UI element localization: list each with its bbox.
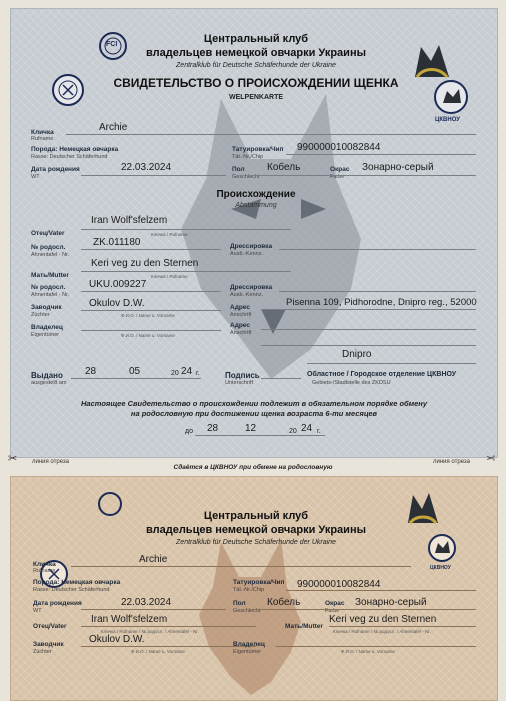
- stub-sire-sub: Кличка / Rufname / № родосл. / Ahnentafel - Nr.: [101, 629, 199, 634]
- stub-certificate: [10, 476, 498, 701]
- sire-reg-line: [81, 249, 221, 250]
- breeder-line: [81, 310, 221, 311]
- document-subtitle: WELPENKARTE: [228, 94, 284, 101]
- until-month: 12: [245, 423, 257, 434]
- stub-club-line2: владельцев немецкой овчарки Украины: [146, 524, 366, 536]
- stub-nickname-value: Archie: [139, 554, 168, 565]
- notice-line1: Настоящее Свидетельство о происхождении подлежит в обязательном порядке обмену: [81, 399, 427, 408]
- club-name-line2: владельцев немецкой овчарки Украины: [146, 47, 366, 59]
- main-certificate: [10, 8, 498, 458]
- dam-label: Мать/Mutter: [31, 272, 69, 279]
- sex-value: Кобель: [267, 162, 301, 173]
- color-label-de: Farbe: [330, 174, 345, 180]
- stub-sire-line: [81, 626, 256, 627]
- ksu-logo-icon: [51, 73, 85, 107]
- until-prefix: до: [185, 428, 193, 435]
- breeder-label: Заводчик: [31, 304, 62, 311]
- nickname-label-de: Rufname: [31, 136, 54, 142]
- stub-sex-label: Пол: [233, 600, 246, 607]
- breed-label-de: Rasse: Deutscher Schäferhund: [31, 154, 108, 160]
- stub-owner-line: [276, 646, 476, 647]
- dam-reg-line: [81, 291, 221, 292]
- training-line: [279, 249, 476, 250]
- until-day: 28: [207, 423, 219, 434]
- stub-fci-logo-icon: [95, 491, 125, 517]
- stub-nickname-label-de: Rufname: [33, 568, 56, 574]
- stub-breed-label-de: Rasse: Deutscher Schäferhund: [33, 587, 110, 593]
- dam-sub: Кличка / Rufname: [151, 274, 188, 279]
- club-name-line1: Центральный клуб: [203, 33, 309, 45]
- stub-sire-label: Отец/Vater: [33, 623, 67, 630]
- dept-line: [307, 363, 476, 364]
- stub-club-de: Zentralklub für Deutsche Schäferhunde der Ukraine: [176, 539, 336, 546]
- dob-value: 22.03.2024: [121, 162, 172, 173]
- sire-label: Отец/Vater: [31, 230, 65, 237]
- origin-title: Происхождение: [216, 189, 296, 200]
- stub-breeder-line: [81, 646, 256, 647]
- stub-sex-color-line: [251, 609, 476, 610]
- city-value: Dnipro: [342, 349, 372, 360]
- sex-color-line: [251, 175, 476, 176]
- training2-line: [279, 291, 476, 292]
- origin-title-de: Abstammung: [235, 202, 277, 209]
- stub-tattoo-line: [286, 590, 476, 591]
- until-year: 24: [301, 423, 313, 434]
- issued-label-de: ausgestellt am: [31, 380, 67, 386]
- stub-dam-label: Мать/Mutter: [285, 623, 323, 630]
- address-value: Pisenna 109, Pidhorodne, Dnipro reg., 52000: [286, 297, 477, 308]
- training-label-de: Ausb.-Kennz.: [230, 251, 264, 257]
- address2-extra-line: [261, 345, 476, 346]
- until-year-prefix: 20: [289, 428, 297, 435]
- until-year-suffix: г.: [317, 428, 321, 435]
- sire-reg-label: № родосл.: [31, 244, 66, 251]
- sign-line: [261, 378, 301, 379]
- dept-label: Областное / Городское отделение ЦКВНОУ: [307, 371, 457, 378]
- nickname-value: Archie: [99, 122, 128, 133]
- stub-owner-label-de: Eigentümer: [233, 649, 262, 655]
- breed-label: Порода: Немецкая овчарка: [31, 146, 119, 153]
- issued-label: Выдано: [31, 371, 63, 380]
- dam-value: Keri veg zu den Sternen: [91, 258, 199, 269]
- issued-month: 05: [129, 366, 141, 377]
- stub-handed-note: Сдаётся в ЦКВНОУ при обмене на родословную: [173, 464, 333, 471]
- notice-line2: на родословную при достижении щенка возраста 6-ти месяцев: [130, 409, 378, 418]
- stub-dob-label-de: WT: [33, 608, 42, 614]
- stub-color-value: Зонарно-серый: [355, 597, 427, 608]
- sire-sub: Кличка / Rufname: [151, 232, 188, 237]
- address-label: Адрес: [230, 304, 250, 311]
- sire-value: Iran Wolf'sfelzem: [91, 215, 168, 226]
- stub-dob-line: [81, 609, 226, 610]
- sire-reg-value: ZK.011180: [93, 237, 141, 248]
- address2-label: Адрес: [230, 322, 250, 329]
- stub-dam-value: Keri veg zu den Sternen: [329, 614, 437, 625]
- stub-owner-label: Владелец: [233, 641, 265, 648]
- scissors-left-icon: ✂: [8, 453, 18, 465]
- dob-line: [81, 175, 226, 176]
- issued-year: 24: [181, 366, 193, 377]
- stub-tattoo-label: Татуировка/Чип: [233, 579, 285, 586]
- stub-breeder-label-de: Züchter: [33, 649, 52, 655]
- dob-label-de: WT: [31, 174, 40, 180]
- sign-label-de: Unterschrift: [225, 380, 254, 386]
- until-line: [195, 435, 325, 436]
- tattoo-line: [286, 154, 476, 155]
- stub-sex-value: Кобель: [267, 597, 301, 608]
- sign-label: Подпись: [225, 371, 260, 380]
- stub-ckvnou-label: ЦКВНОУ: [430, 565, 451, 571]
- stub-breeder-sub: Ф.И.О. / Name u. Vorname: [131, 649, 185, 654]
- dept-label-de: Gebiets-/Stadtstelle des ZKDSU: [312, 380, 391, 386]
- breeder-value: Okulov D.W.: [89, 298, 145, 309]
- stub-breed-label: Порода: Немецкая овчарка: [33, 579, 121, 586]
- stub-tattoo-label-de: Tät.-Nr./Chip: [233, 587, 265, 593]
- stub-breeder-label: Заводчик: [33, 641, 64, 648]
- stub-sire-value: Iran Wolf'sfelzem: [91, 614, 168, 625]
- stub-shepherd-watermark-icon: [191, 537, 311, 697]
- ckvnou-circle-logo-icon: [433, 79, 469, 115]
- dam-reg-label-de: Ahnentafel - Nr.: [31, 292, 70, 298]
- owner-line: [81, 330, 221, 331]
- stub-nickname-line: [71, 566, 411, 567]
- address2-label-de: Anschrift: [230, 330, 252, 336]
- dam-reg-label: № родосл.: [31, 284, 66, 291]
- owner-sub: Ф.И.О. / Name u. Vorname: [121, 333, 175, 338]
- dam-line: [81, 271, 291, 272]
- stub-dob-value: 22.03.2024: [121, 597, 172, 608]
- issued-line: [71, 378, 201, 379]
- address-label-de: Anschrift: [230, 312, 252, 318]
- stub-color-label: Окрас: [325, 600, 345, 607]
- nickname-line: [66, 134, 476, 135]
- issued-day: 28: [85, 366, 97, 377]
- stub-club-line1: Центральный клуб: [203, 510, 309, 522]
- issued-year-suffix: г.: [196, 370, 200, 377]
- stub-tattoo-value: 990000010082844: [297, 579, 381, 590]
- stub-ckvnou-circle-icon: [427, 533, 457, 563]
- issued-year-prefix: 20: [171, 370, 179, 377]
- ckvnou-label: ЦКВНОУ: [435, 117, 460, 123]
- breeder-label-de: Züchter: [31, 312, 50, 318]
- stub-owner-sub: Ф.И.О. / Name u. Vorname: [341, 649, 395, 654]
- stub-dam-line: [329, 626, 476, 627]
- sex-label: Пол: [232, 166, 245, 173]
- breeder-sub: Ф.И.О. / Name u. Vorname: [121, 313, 175, 318]
- sex-label-de: Geschlecht: [232, 174, 260, 180]
- stub-sex-label-de: Geschlecht: [233, 608, 261, 614]
- tattoo-label-de: Tät.-Nr./Chip: [232, 154, 264, 160]
- dam-reg-value: UKU.009227: [89, 279, 147, 290]
- sire-reg-label-de: Ahnentafel - Nr.: [31, 252, 70, 258]
- stub-color-label-de: Farbe: [325, 608, 340, 614]
- tattoo-label: Татуировка/Чип: [232, 146, 284, 153]
- stub-nickname-label: Кличка: [33, 561, 56, 568]
- dob-label: Дата рождения: [31, 166, 80, 173]
- stub-ckvnou-logo-icon: [403, 487, 443, 529]
- cut-line-label-right: линия отреза: [433, 459, 471, 465]
- cut-line-label-left: линия отреза: [32, 459, 70, 465]
- sire-line: [81, 229, 291, 230]
- training-label: Дрессировка: [230, 243, 273, 250]
- address2-line: [261, 329, 476, 330]
- stub-dam-sub: Кличка / Rufname / № родосл. / Ahnentafel - Nr.: [333, 629, 431, 634]
- fci-label: FCI: [106, 41, 118, 48]
- address-line: [261, 309, 476, 310]
- stub-dob-label: Дата рождения: [33, 600, 82, 607]
- owner-label-de: Eigentümer: [31, 332, 60, 338]
- stub-breeder-value: Okulov D.W.: [89, 634, 145, 645]
- owner-label: Владелец: [31, 324, 63, 331]
- tattoo-value: 990000010082844: [297, 142, 381, 153]
- nickname-label: Кличка: [31, 129, 54, 136]
- club-name-de: Zentralklub für Deutsche Schäferhunde der Ukraine: [176, 62, 336, 69]
- training2-label-de: Ausb.-Kennz.: [230, 292, 264, 298]
- training2-label: Дрессировка: [230, 284, 273, 291]
- document-title: СВИДЕТЕЛЬСТВО О ПРОИСХОЖДЕНИИ ЩЕНКА: [113, 76, 399, 90]
- color-value: Зонарно-серый: [362, 162, 434, 173]
- color-label: Окрас: [330, 166, 350, 173]
- scissors-right-icon: ✂: [486, 453, 496, 465]
